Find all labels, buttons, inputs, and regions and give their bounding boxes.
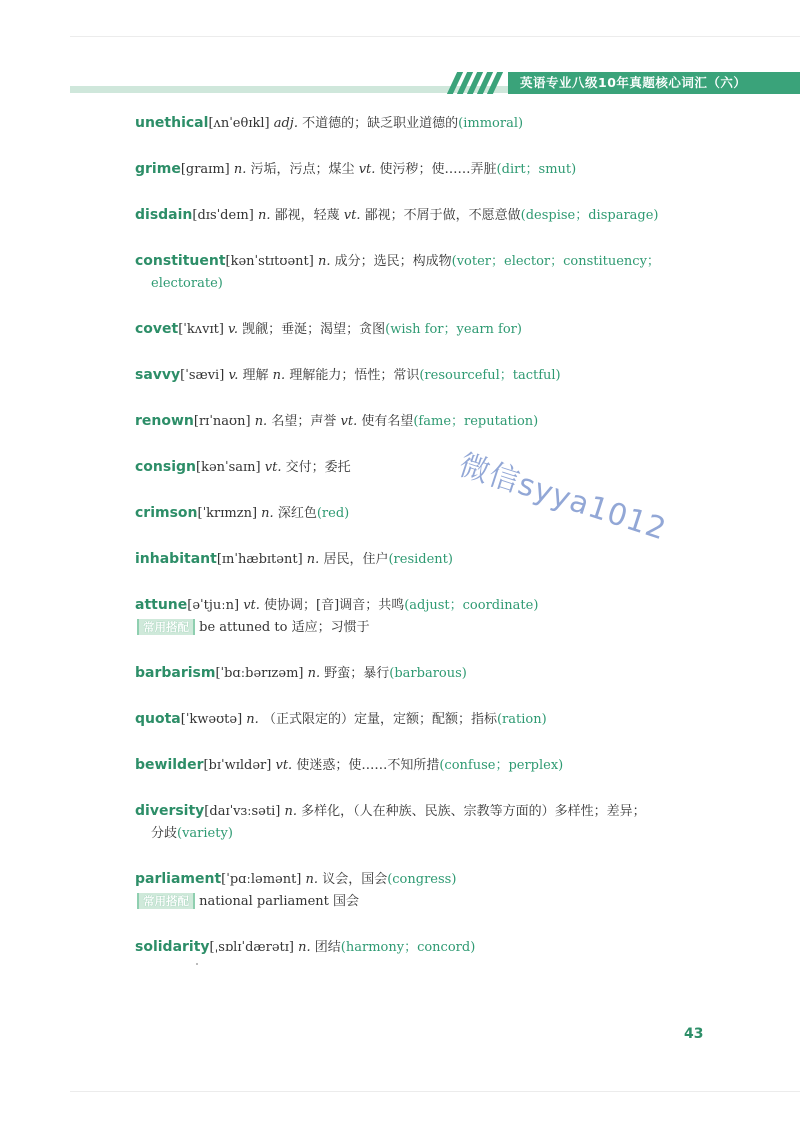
definition-continuation: 分歧(variety) (151, 826, 233, 841)
entry-diversity (135, 800, 725, 845)
phonetic: [ʌnˈeθɪkl] (208, 116, 270, 131)
part-of-speech: n. (257, 208, 271, 223)
entry-quota (135, 708, 725, 731)
definition: 团结 (314, 940, 341, 955)
definition-2: 鄙视；不屑于做，不愿意做 (364, 208, 521, 223)
definition-2: 理解能力；悟性；常识 (289, 368, 420, 383)
phonetic: [ˌsɒlɪˈdærətɪ] (209, 940, 294, 955)
synonyms: (barbarous) (389, 666, 467, 681)
entry-consign (135, 456, 725, 479)
definition: 理解 (242, 368, 269, 383)
part-of-speech: n. (233, 162, 247, 177)
headword: covet (135, 321, 179, 337)
definition: 交付；委托 (285, 460, 351, 475)
headword: constituent (135, 253, 226, 269)
synonyms: (ration) (496, 712, 547, 727)
definition: 觊觎；垂涎；渴望；贪图 (242, 322, 386, 337)
part-of-speech: v. (228, 322, 238, 337)
entry-renown (135, 410, 725, 433)
synonyms: (adjust；coordinate) (404, 598, 539, 613)
part-of-speech: v. (228, 368, 239, 383)
entry-unethical (135, 112, 725, 135)
entry-covet (135, 318, 725, 341)
part-of-speech-2: vt. (340, 414, 358, 429)
part-of-speech: adj. (273, 116, 298, 131)
synonyms: (resident) (388, 552, 453, 567)
definition-2: 使有名望 (361, 414, 414, 429)
headword: attune (135, 597, 188, 613)
entry-barbarism (135, 662, 725, 685)
synonyms: (resourceful；tactful) (419, 368, 561, 383)
synonyms: (wish for；yearn for) (385, 322, 522, 337)
entry-savvy (135, 364, 725, 387)
collocation-tag: 常用搭配 (137, 893, 195, 909)
headword: disdain (135, 207, 193, 223)
phonetic: [rɪˈnaʊn] (193, 414, 251, 429)
phonetic: [daɪˈvɜːsəti] (204, 804, 281, 819)
phonetic: [ˈkrɪmzn] (197, 506, 258, 521)
headword: grime (135, 161, 181, 177)
definition: 议会，国会 (322, 872, 388, 887)
stray-mark (196, 963, 198, 965)
headword: unethical (135, 115, 209, 131)
part-of-speech: n. (246, 712, 259, 727)
header-stripes (452, 72, 508, 94)
part-of-speech: vt. (243, 598, 260, 613)
synonyms: (dirt；smut) (496, 162, 577, 177)
entry-constituent (135, 250, 725, 295)
headword: barbarism (135, 665, 216, 681)
entry-grime (135, 158, 725, 181)
synonyms: (voter；elector；constituency； (451, 254, 660, 269)
entry-bewilder (135, 754, 725, 777)
part-of-speech: n. (261, 506, 274, 521)
definition: 名望；声誉 (271, 414, 337, 429)
part-of-speech: n. (307, 666, 321, 681)
running-header (452, 72, 800, 94)
part-of-speech: n. (284, 804, 297, 819)
phonetic: [bɪˈwɪldər] (203, 758, 272, 773)
collocation-line (135, 891, 725, 913)
definition: 成分；选民；构成物 (334, 254, 452, 269)
headword: parliament (135, 871, 222, 887)
phonetic: [ˈbɑːbərɪzəm] (215, 666, 304, 681)
synonyms: (congress) (387, 872, 457, 887)
collocation-tag: 常用搭配 (137, 619, 195, 635)
synonyms: (despise；disparage) (520, 208, 659, 223)
synonyms: (confuse；perplex) (439, 758, 564, 773)
phonetic: [ˈsævi] (180, 368, 225, 383)
definition: 使协调；[音]调音；共鸣 (264, 598, 405, 613)
phonetic: [ˈpɑːləmənt] (221, 872, 302, 887)
definition: 鄙视，轻蔑 (274, 208, 340, 223)
definition: 多样化，（人在种族、民族、宗教等方面的）多样性；差异； (301, 804, 646, 819)
headword: inhabitant (135, 551, 217, 567)
bottom-rule (70, 1091, 800, 1092)
part-of-speech: vt. (264, 460, 282, 475)
synonyms: (fame；reputation) (413, 414, 539, 429)
watermark: 微信syya1012 (454, 447, 671, 548)
part-of-speech-2: n. (272, 368, 286, 383)
definition: 野蛮；暴行 (324, 666, 390, 681)
part-of-speech: vt. (275, 758, 293, 773)
entry-parliament (135, 868, 725, 913)
phonetic: [ɪnˈhæbɪtənt] (216, 552, 303, 567)
definition-continuation: electorate) (151, 276, 223, 291)
part-of-speech: n. (254, 414, 268, 429)
definition: 深红色 (277, 506, 317, 521)
synonyms: (immoral) (458, 116, 524, 131)
part-of-speech-2: vt. (358, 162, 376, 177)
headword: bewilder (135, 757, 204, 773)
headword: savvy (135, 367, 181, 383)
headword: renown (135, 413, 194, 429)
definition: 居民，住户 (323, 552, 389, 567)
phonetic: [dɪsˈdeɪn] (192, 208, 254, 223)
definition: 不道德的；缺乏职业道德的 (302, 116, 459, 131)
collocation: national parliament 国会 (199, 894, 359, 909)
header-title: 英语专业八级10年真题核心词汇（六） (508, 72, 800, 94)
top-rule (70, 36, 800, 37)
phonetic: [graɪm] (180, 162, 230, 177)
phonetic: [ˈkʌvɪt] (178, 322, 224, 337)
entry-solidarity (135, 936, 725, 959)
collocation: be attuned to 适应；习惯于 (199, 620, 370, 635)
synonyms: (red) (316, 506, 350, 521)
headword: quota (135, 711, 181, 727)
phonetic: [ˈkwəʊtə] (180, 712, 243, 727)
part-of-speech-2: vt. (343, 208, 361, 223)
page-number: 43 (684, 1026, 704, 1042)
definition: 污垢，污点；煤尘 (250, 162, 355, 177)
headword: crimson (135, 505, 198, 521)
phonetic: [kənˈsaɪn] (196, 460, 261, 475)
definition-2: 使污秽；使……弄脏 (379, 162, 497, 177)
part-of-speech: n. (298, 940, 311, 955)
part-of-speech: n. (317, 254, 331, 269)
definition: 使迷惑；使……不知所措 (296, 758, 440, 773)
headword: diversity (135, 803, 205, 819)
entry-disdain (135, 204, 725, 227)
definition: （正式限定的）定量，定额；配额；指标 (262, 712, 497, 727)
synonyms: (harmony；concord) (340, 940, 476, 955)
phonetic: [kənˈstɪtʊənt] (225, 254, 314, 269)
phonetic: [əˈtjuːn] (187, 598, 240, 613)
part-of-speech: n. (306, 552, 320, 567)
headword: consign (135, 459, 197, 475)
headword: solidarity (135, 939, 210, 955)
part-of-speech: n. (305, 872, 319, 887)
